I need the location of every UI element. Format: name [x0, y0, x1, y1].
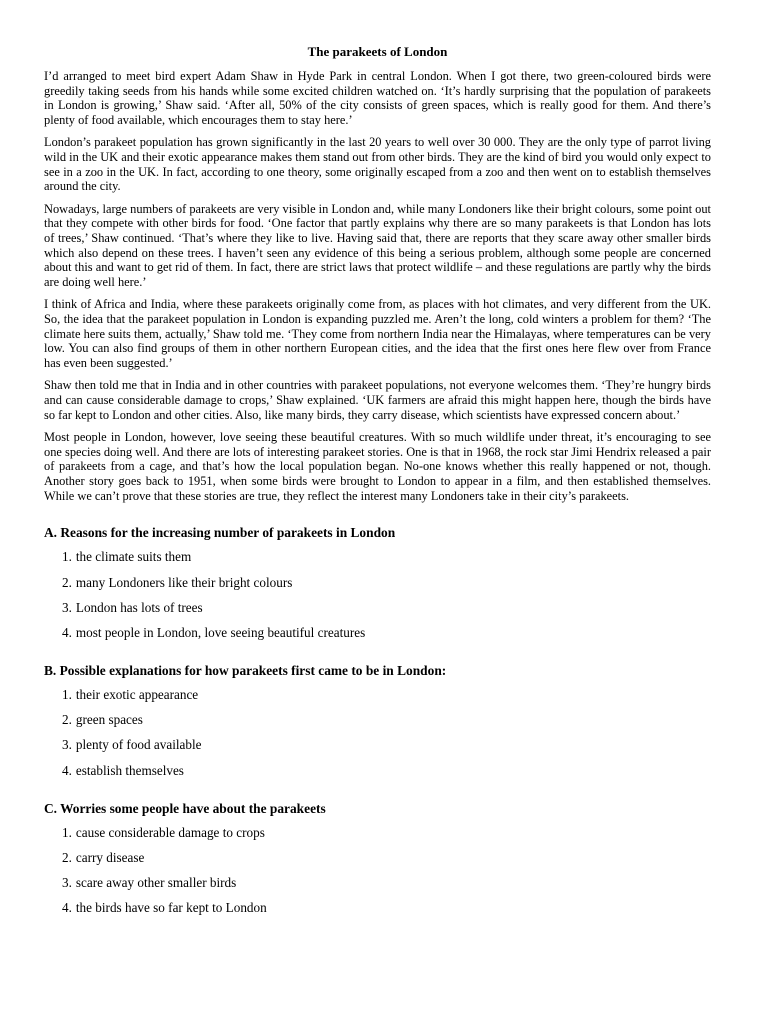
item-number: 2.	[62, 574, 72, 590]
item-text: London has lots of trees	[75, 599, 203, 615]
document-title: The parakeets of London	[307, 44, 448, 59]
item-number: 1.	[62, 549, 72, 565]
item-text: carry disease	[75, 849, 145, 865]
article-paragraph: I think of Africa and India, where these parakeets originally come from, as places with hot climates, and very different from the UK. So, the idea that the parakeet population in London is expanding puzzled me. Aren’t the long, cold winters a problem for them? ‘The climate here suits them, actually,’ Shaw told me. ‘They come from northern India near the Himalayas, where temperatures can be very low. You can also find groups of them in other northern European cities, and the idea that the first ones here flew over from France has even been suggested.’	[44, 297, 711, 371]
item-number: 2.	[62, 849, 72, 865]
list-item	[62, 875, 711, 891]
item-text: scare away other smaller birds	[75, 874, 237, 890]
list-item	[62, 575, 711, 591]
item-number: 4.	[62, 762, 72, 778]
document-page	[44, 44, 711, 925]
item-number: 4.	[62, 900, 72, 916]
item-text: cause considerable damage to crops	[75, 824, 265, 840]
question-section-a	[44, 525, 711, 641]
item-text: plenty of food available	[75, 737, 202, 753]
item-text: many Londoners like their bright colours	[75, 574, 293, 590]
item-number: 1.	[62, 824, 72, 840]
list-item	[62, 900, 711, 916]
article-paragraph: Most people in London, however, love seeing these beautiful creatures. With so much wildlife under threat, it’s encouraging to see one species doing well. And there are lots of interesting parakeet stories. One is that in 1968, the rock star Jimi Hendrix released a pair of parakeets from a cage, and that’s how the local population began. No-one knows whether this really happened or not, though. Another story goes back to 1951, when some birds were brought to London to appear in a film, and then established themselves. While we can’t prove that these stories are true, they reflect the interest many Londoners take in their city’s parakeets.	[44, 429, 711, 503]
section-heading: A. Reasons for the increasing number of parakeets in London	[44, 525, 396, 541]
list-item	[62, 549, 711, 565]
question-section-c	[44, 801, 711, 917]
answer-list	[44, 549, 711, 641]
list-item	[62, 763, 711, 779]
item-text: their exotic appearance	[75, 687, 199, 703]
item-text: the birds have so far kept to London	[75, 900, 267, 916]
article-paragraph: London’s parakeet population has grown significantly in the last 20 years to well over 30 000. They are the only type of parrot living wild in the UK and their exotic appearance makes them stand out from other birds. They are the kind of bird you would only expect to see in a zoo in the UK. In fact, according to one theory, some originally escaped from a zoo and then went on to establish themselves around the city.	[44, 135, 711, 194]
list-item	[62, 737, 711, 753]
item-number: 4.	[62, 625, 72, 641]
list-item	[62, 600, 711, 616]
item-text: the climate suits them	[75, 549, 192, 565]
section-heading: B. Possible explanations for how parakeets first came to be in London:	[44, 663, 447, 679]
item-number: 3.	[62, 874, 72, 890]
item-text: establish themselves	[75, 762, 184, 778]
list-item	[62, 850, 711, 866]
list-item	[62, 625, 711, 641]
answer-list	[44, 687, 711, 779]
article-paragraph: Nowadays, large numbers of parakeets are very visible in London and, while many Londoners like their bright colours, some point out that they compete with other birds for food. ‘One factor that partly explains why there are so many parakeets is that London has lots of trees,’ Shaw continued. ‘That’s where they like to live. Having said that, there are reports that they scare away other smaller birds which also depend on these trees. I haven’t seen any evidence of this being a serious problem, although some people are concerned about this and want to get rid of them. In fact, there are strict laws that protect wildlife – and these regulations are partly why the birds are doing well here.’	[44, 201, 711, 290]
article-paragraph: I’d arranged to meet bird expert Adam Shaw in Hyde Park in central London. When I got there, two green-coloured birds were greedily taking seeds from his hands while some excited children watched on. ‘It’s hardly surprising that the population of parakeets in London is growing,’ Shaw said. ‘After all, 50% of the city consists of green spaces, which is really good for them. And there’s plenty of food available, which encourages them to stay here.’	[44, 69, 711, 128]
article-body	[44, 69, 711, 503]
item-number: 2.	[62, 712, 72, 728]
item-text: green spaces	[75, 712, 143, 728]
list-item	[62, 712, 711, 728]
item-number: 1.	[62, 687, 72, 703]
section-heading: C. Worries some people have about the parakeets	[44, 800, 326, 816]
item-number: 3.	[62, 737, 72, 753]
list-item	[62, 825, 711, 841]
item-text: most people in London, love seeing beautiful creatures	[75, 625, 366, 641]
item-number: 3.	[62, 599, 72, 615]
question-section-b	[44, 663, 711, 779]
list-item	[62, 687, 711, 703]
article-paragraph: Shaw then told me that in India and in other countries with parakeet populations, not everyone welcomes them. ‘They’re hungry birds and can cause considerable damage to crops,’ Shaw explained. ‘UK farmers are afraid this might happen here, though the birds have so far kept to London and other cities. Also, like many birds, they carry disease, which scientists have expressed concern about.’	[44, 378, 711, 422]
answer-list	[44, 825, 711, 917]
